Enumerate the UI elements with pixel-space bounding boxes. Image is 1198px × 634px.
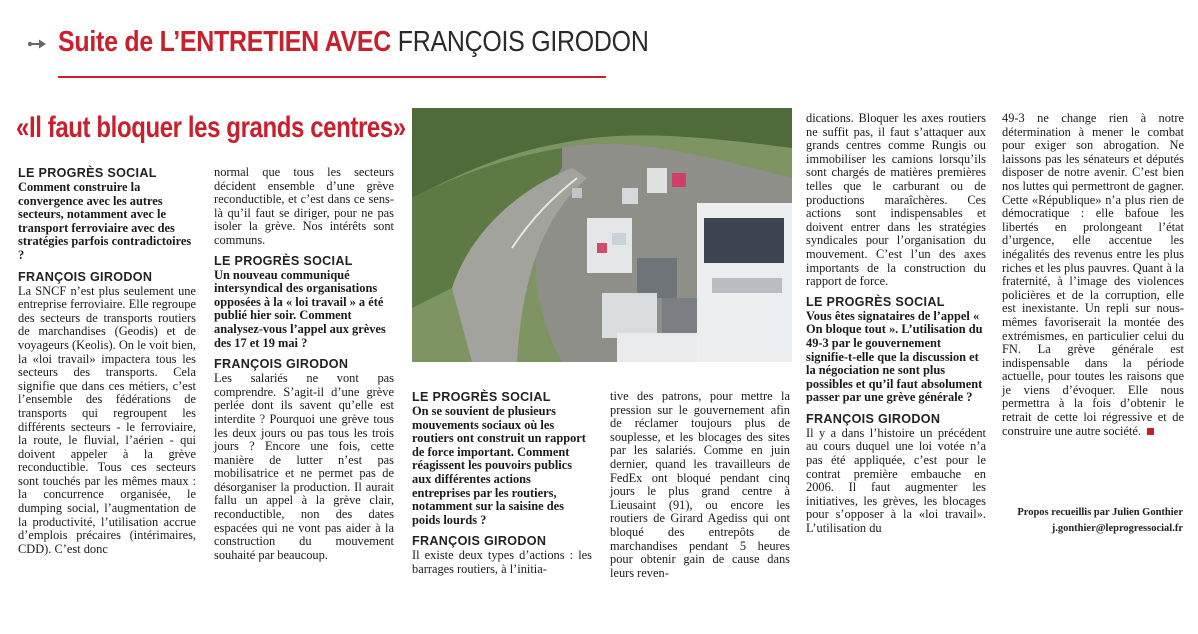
byline-credit: Propos recueillis par Julien Gonthier <box>1017 507 1183 518</box>
column-6 <box>1002 112 1184 438</box>
interviewer-label: LE PROGRÈS SOCIAL <box>806 294 945 309</box>
interviewee-label: FRANÇOIS GIRODON <box>214 357 349 372</box>
byline-email[interactable]: j.gonthier@leprogressocial.fr <box>1051 523 1183 534</box>
end-mark-icon <box>1147 428 1154 435</box>
byline <box>1015 505 1183 537</box>
answer-4: Il y a dans l’histoire un précédent au cours duquel une loi votée n’a pas été appliquée, c’est pour le contrat première embauche en 2006. Il faut augmenter les initiatives, les grèves, les blocages pour s’opposer à la «loi travail». L’utilisation du <box>806 425 986 536</box>
header-rule <box>58 76 606 78</box>
answer-3-continued: tive des patrons, pour mettre la pression sur le gouvernement afin de réclamer toujours plus de souplesse, et les blocages des sites par les salariés. Comme en juin dernier, quand les travailleurs de FedEx ont bloqué pendant cinq jours le plus grand centre à Lieusaint (91), ou encore les routiers de Girard Agediss qui ont bloqué des entrepôts de marchandises pendant 5 heures pour obtenir gain de cause dans leurs reven- <box>610 389 790 580</box>
header-name: FRANÇOIS GIRODON <box>397 26 649 58</box>
headline: «Il faut bloquer les grands centres» <box>16 111 406 144</box>
answer-1: La SNCF n’est plus seulement une entreprise ferroviaire. Elle regroupe des secteurs de transports routiers de marchandises (Geodis) et de voyageurs (Keolis). On le voit bien, la «loi travail» impactera tous les secteurs des transports. Cela signifie que dans ces métiers, c’est l’ensemble des fédérations de transports qui regroupent les différents secteurs - le ferroviaire, la route, le fluvial, l’aérien - qui doivent appeler à la grève reconductible. Tous ces secteurs sont touchés par les mêmes maux : la concurrence organisée, le dumping social, l’augmentation de la productivité, l’utilisation accrue d’emplois précaires (intérimaires, CDD). C’est donc <box>18 283 196 556</box>
answer-3-continued-2: dications. Bloquer les axes routiers ne suffit pas, il faut s’attaquer aux grands centres comme Rungis ou immobiliser les camions lorsqu’ils sont chargés de matières premières telles que le carburant ou de productions maraîchères. Ces actions sont indispensables et doivent entrer dans les stratégies syndicales pour l’organisation du mouvement. C’est l’un des axes importants de la construction du rapport de force. <box>806 111 986 289</box>
answer-3: Il existe deux types d’actions : les barrages routiers, à l’initia- <box>412 548 592 576</box>
interviewer-label: LE PROGRÈS SOCIAL <box>18 166 157 180</box>
interviewee-label: FRANÇOIS GIRODON <box>806 411 941 426</box>
column-4 <box>610 390 790 580</box>
answer-4-continued: 49-3 ne change rien à notre détermination à mener le combat pour exiger son abrogation. Ne laissons pas les sénateurs et députés disposer de notre avenir. C’est bien nos luttes qui permettront de gagner. Cette «République» n’a plus rien de démocratique : elle bafoue les libertés en prolongeant l’état d’urgence, elle accentue les inégalités des revenus entre les plus riches et les plus pauvres. Quant à la fraternité, à l’image des violences policières et de la corruption, elle est inexistante. Un repli sur nous-mêmes favoriserait la montée des extrémismes, en particulier celui du FN. La grève générale est indispensable dans la période actuelle, pour toutes les raisons que je viens d’évoquer. Elle nous permettra à la fois d’obtenir le retrait de cette loi régressive et de construire une autre société. <box>1002 111 1184 438</box>
interviewee-label: FRANÇOIS GIRODON <box>18 269 153 284</box>
arrow-bullet-icon <box>27 38 47 50</box>
column-3 <box>412 390 592 577</box>
column-1 <box>18 166 196 556</box>
column-2 <box>214 166 394 562</box>
question-4: Vous êtes signataires de l’appel « On bloque tout ». L’utilisation du 49-3 par le gouvernement signifie-t-elle que la discussion et la négociation ne sont plus possibles et qu’il faut absolument passer par une grève générale ? <box>806 308 983 405</box>
traffic-jam-photo <box>412 108 792 362</box>
interviewer-label: LE PROGRÈS SOCIAL <box>412 390 551 404</box>
question-2: Un nouveau communiqué intersyndical des organisations opposées à la « loi travail » a été publié hier soir. Comment analysez-vous l’appel aux grèves des 17 et 19 mai ? <box>214 267 386 350</box>
interviewee-label: FRANÇOIS GIRODON <box>412 534 547 549</box>
answer-1-continued: normal que tous les secteurs décident ensemble d’une grève reconductible, et c’est dans ce sens-là qu’il faut se diriger, pour ne pas isoler la grève. Nos intérêts sont communs. <box>214 165 394 247</box>
header-title: Suite de L’ENTRETIEN AVEC <box>58 26 392 58</box>
column-5 <box>806 112 986 536</box>
answer-2: Les salariés ne vont pas comprendre. S’agit-il d’une grève perlée dont ils savent qu’elle est interdite ? Pourquoi une grève tous les deux jours ou pas tous les trois jours ? Encore une fois, cette manière de lutter n’est pas mobilisatrice et ne permet pas de désorganiser la production. Il aurait fallu un appel à la grève clair, reconductible, non des dates espacées qui ne vont pas aider à la construction du mouvement souhaité par beaucoup. <box>214 371 394 562</box>
interviewer-label: LE PROGRÈS SOCIAL <box>214 253 353 268</box>
section-header <box>58 22 649 62</box>
question-1: Comment construire la convergence avec les autres secteurs, notamment avec le transport ferroviaire avec des stratégies parfois contradictoires ? <box>18 180 192 262</box>
question-3: On se souvient de plusieurs mouvements sociaux où les routiers ont construit un rapport de force important. Comment réagissent les pouvoirs publics aux différentes actions entreprises par les routiers, notamment sur la saisine des poids lourds ? <box>412 404 586 527</box>
